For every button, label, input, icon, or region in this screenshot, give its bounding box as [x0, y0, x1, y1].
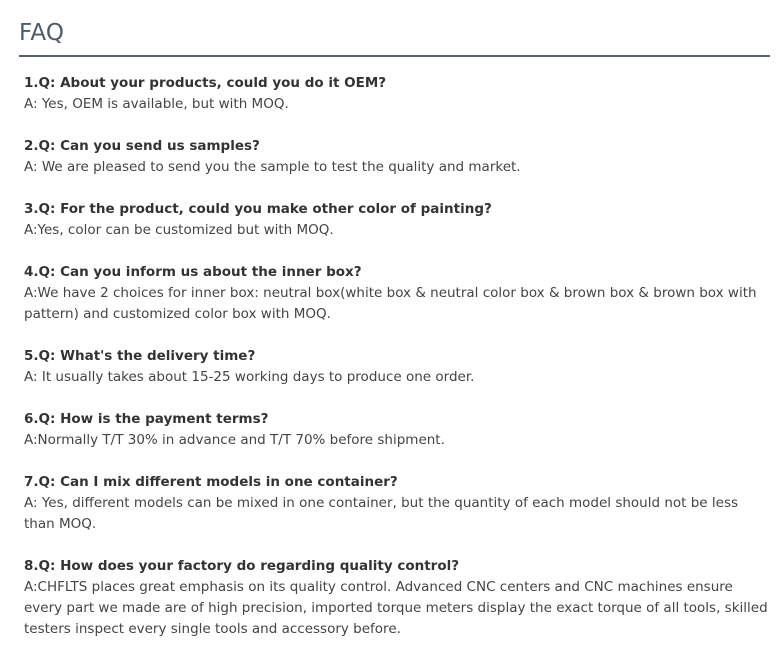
faq-answer: A: Yes, OEM is available, but with MOQ.: [24, 96, 289, 112]
faq-answer: A: We are pleased to send you the sample to test the quality and market.: [24, 159, 521, 175]
faq-answer: A:CHFLTS places great emphasis on its quality control. Advanced CNC centers and CNC machines ensure every part we made are of high precision, imported torque meters display the exact torque of all tools, skilled testers inspect every single tools and accessory before.: [24, 579, 768, 637]
faq-question: 3.Q: For the product, could you make other color of painting?: [24, 201, 492, 217]
faq-answer: A: Yes, different models can be mixed in one container, but the quantity of each model should not be less than MOQ.: [24, 495, 739, 532]
faq-item: [24, 346, 770, 388]
faq-item: [24, 556, 770, 640]
faq-item: [24, 136, 770, 178]
faq-answer: A:We have 2 choices for inner box: neutral box(white box & neutral color box & brown box & brown box with pattern) and customized color box with MOQ.: [24, 285, 757, 322]
faq-question: 1.Q: About your products, could you do it OEM?: [24, 75, 387, 91]
faq-question: 5.Q: What's the delivery time?: [24, 348, 256, 364]
faq-item: [24, 73, 770, 115]
faq-question: 4.Q: Can you inform us about the inner box?: [24, 264, 362, 280]
faq-answer: A:Yes, color can be customized but with MOQ.: [24, 222, 334, 238]
faq-item: [24, 472, 770, 535]
faq-question: 7.Q: Can I mix different models in one container?: [24, 474, 398, 490]
faq-question: 6.Q: How is the payment terms?: [24, 411, 269, 427]
faq-question: 8.Q: How does your factory do regarding quality control?: [24, 558, 460, 574]
faq-item: [24, 199, 770, 241]
faq-item: [24, 262, 770, 325]
faq-answer: A: It usually takes about 15-25 working days to produce one order.: [24, 369, 475, 385]
faq-list: [24, 73, 770, 661]
faq-answer: A:Normally T/T 30% in advance and T/T 70% before shipment.: [24, 432, 445, 448]
page-title: FAQ: [19, 20, 65, 46]
faq-item: [24, 409, 770, 451]
title-divider: [19, 55, 770, 57]
faq-question: 2.Q: Can you send us samples?: [24, 138, 260, 154]
